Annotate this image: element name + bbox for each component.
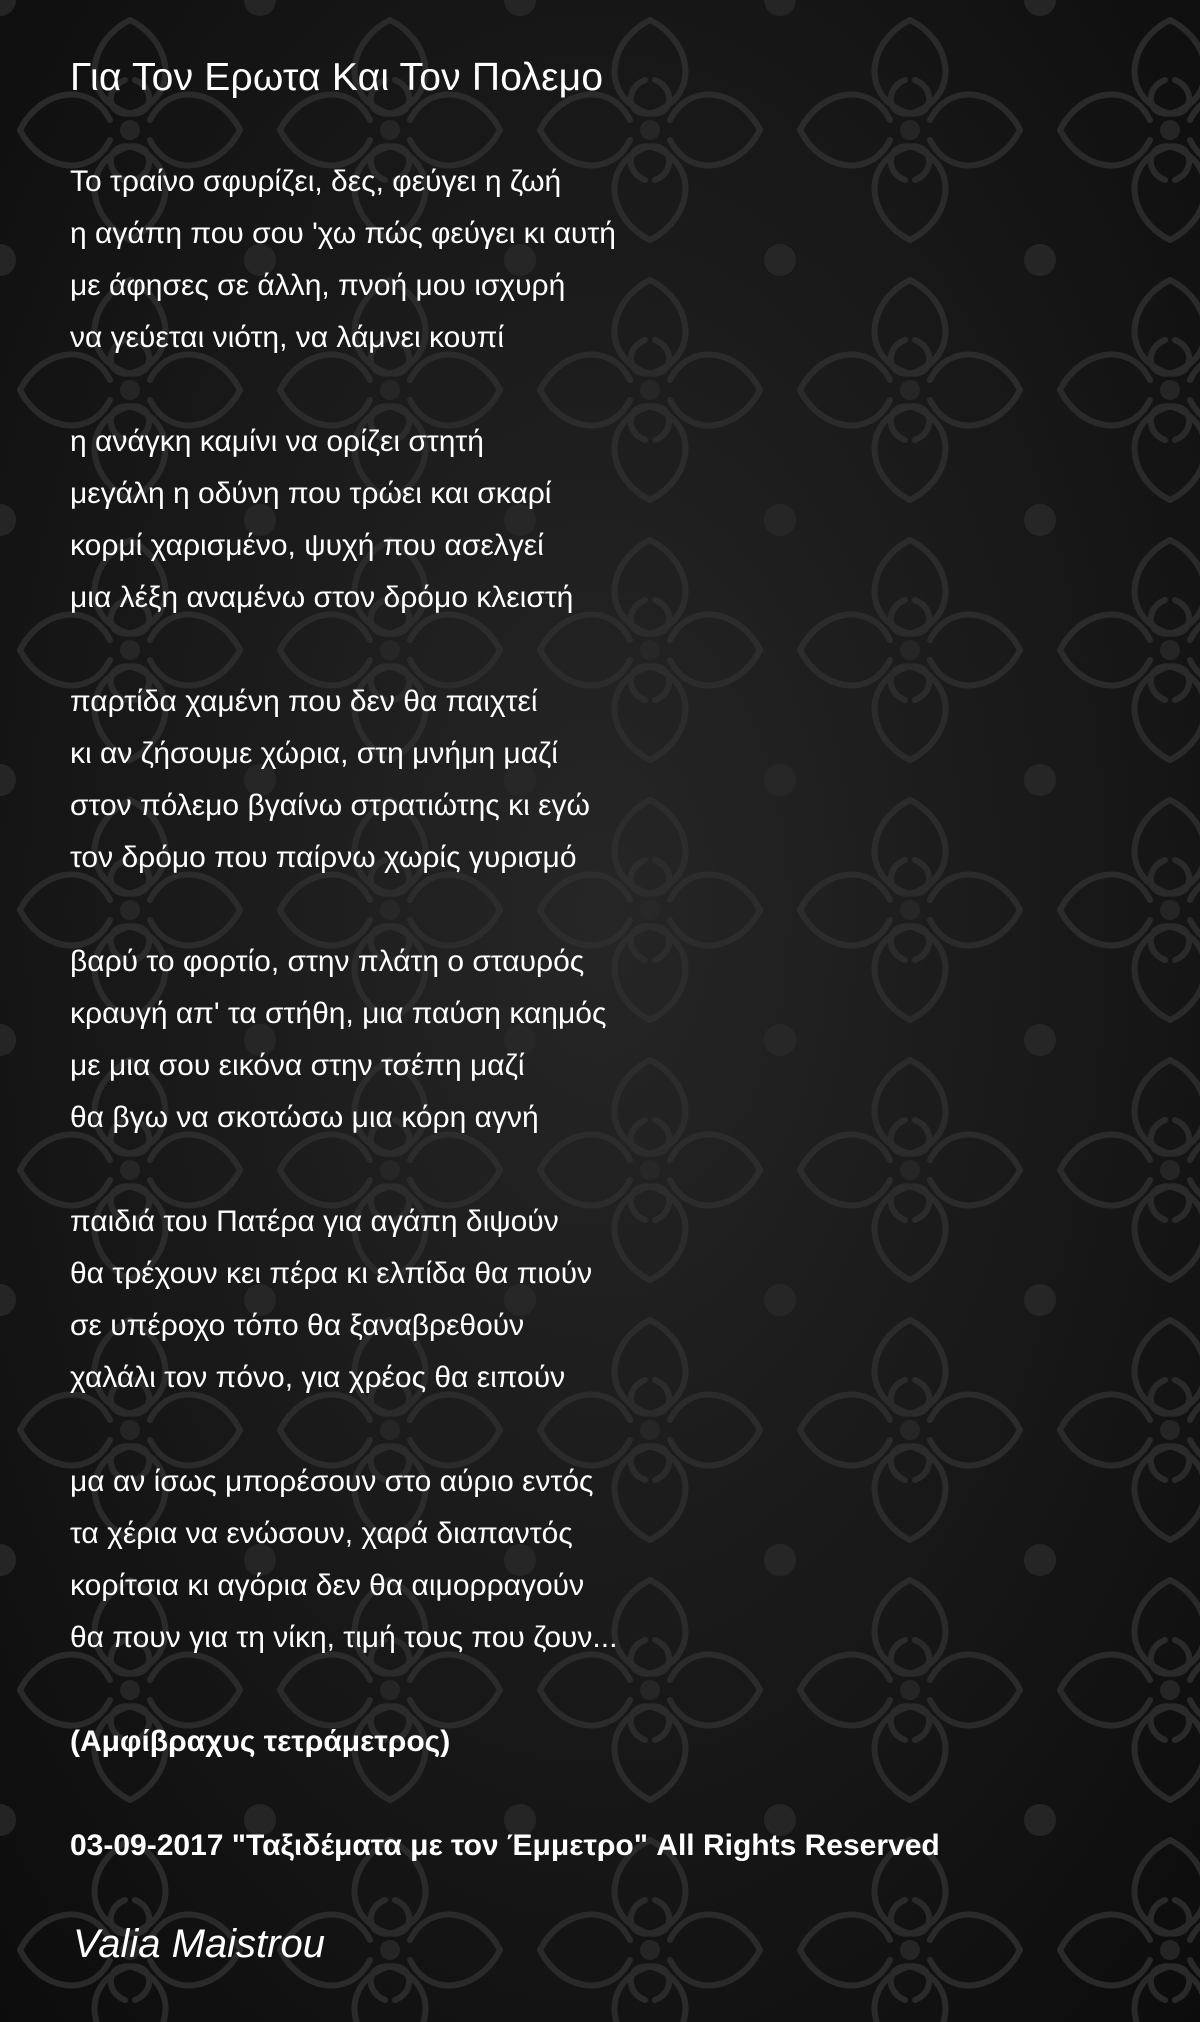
poem-line: σε υπέροχο τόπο θα ξαναβρεθούν xyxy=(70,1309,525,1342)
poem-line: παρτίδα χαμένη που δεν θα παιχτεί xyxy=(70,685,538,718)
stanza xyxy=(70,156,1130,364)
poem-line: με μια σου εικόνα στην τσέπη μαζί xyxy=(70,1049,525,1082)
poem-line: Το τραίνο σφυρίζει, δες, φεύγει η ζωή xyxy=(70,165,562,198)
poem-line: θα πουν για τη νίκη, τιμή τους που ζουν... xyxy=(70,1621,618,1654)
poem-content xyxy=(70,52,1130,1872)
poem-line: η ανάγκη καμίνι να ορίζει στητή xyxy=(70,425,484,458)
poem-line: με άφησες σε άλλη, πνοή μου ισχυρή xyxy=(70,269,566,302)
poem-line: τα χέρια να ενώσουν, χαρά διαπαντός xyxy=(70,1517,573,1550)
poem-line: τον δρόμο που παίρνω χωρίς γυρισμό xyxy=(70,841,577,874)
poem-title: Για Τον Ερωτα Και Τον Πολεμο xyxy=(70,56,604,99)
poem-line: θα βγω να σκοτώσω μια κόρη αγνή xyxy=(70,1101,539,1134)
poem-line: παιδιά του Πατέρα για αγάπη διψούν xyxy=(70,1205,559,1238)
poem-line: μεγάλη η οδύνη που τρώει και σκαρί xyxy=(70,477,552,510)
stanza xyxy=(70,676,1130,884)
poem-line: θα τρέχουν κει πέρα κι ελπίδα θα πιούν xyxy=(70,1257,593,1290)
poem-body xyxy=(70,156,1130,1664)
stanza xyxy=(70,1196,1130,1404)
meter-note: (Αμφίβραχυς τετράμετρος) xyxy=(70,1725,451,1758)
poem-line: μα αν ίσως μπορέσουν στο αύριο εντός xyxy=(70,1465,594,1498)
poem-line: να γεύεται νιότη, να λάμνει κουπί xyxy=(70,321,505,354)
poem-line: χαλάλι τον πόνο, για χρέος θα ειπούν xyxy=(70,1361,566,1394)
stanza xyxy=(70,1456,1130,1664)
poem-line: βαρύ το φορτίο, στην πλάτη ο σταυρός xyxy=(70,945,585,978)
poem-line: κι αν ζήσουμε χώρια, στη μνήμη μαζί xyxy=(70,737,558,770)
poem-line: κραυγή απ' τα στήθη, μια παύση καημός xyxy=(70,997,607,1030)
stanza xyxy=(70,936,1130,1144)
poem-line: μια λέξη αναμένω στον δρόμο κλειστή xyxy=(70,581,574,614)
poem-line: στον πόλεμο βγαίνω στρατιώτης κι εγώ xyxy=(70,789,590,822)
stanza xyxy=(70,416,1130,624)
poem-line: κορίτσια κι αγόρια δεν θα αιμορραγούν xyxy=(70,1569,585,1602)
copyright-notice: 03-09-2017 "Ταξιδέματα με τον Έμμετρο" All Rights Reserved xyxy=(70,1829,940,1862)
author-name: Valia Maistrou xyxy=(73,1922,325,1966)
poem-line: η αγάπη που σου 'χω πώς φεύγει κι αυτή xyxy=(70,217,616,250)
poem-line: κορμί χαρισμένο, ψυχή που ασελγεί xyxy=(70,529,544,562)
